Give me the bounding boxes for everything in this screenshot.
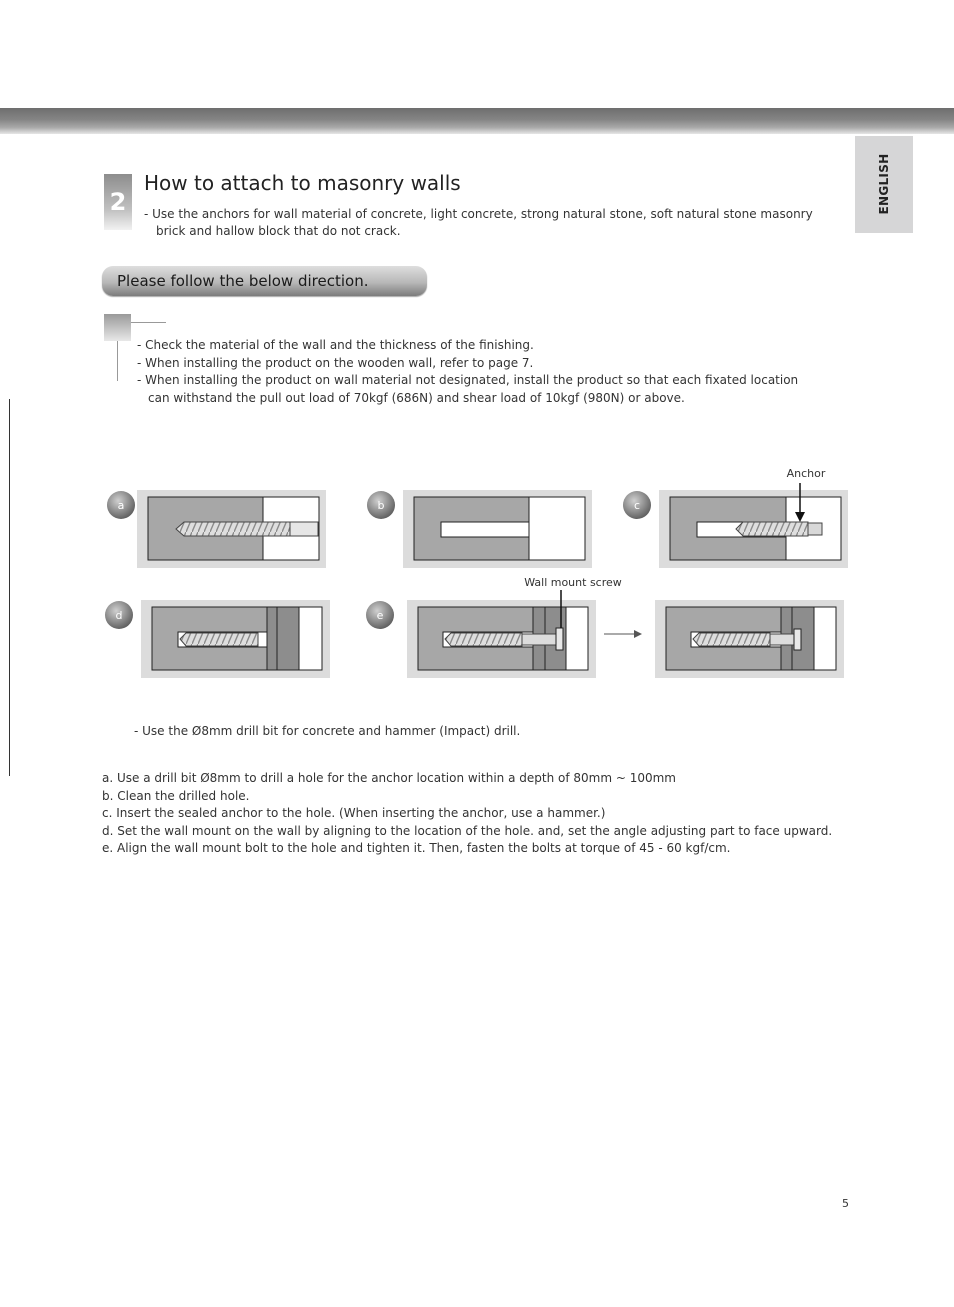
step-e: e. Align the wall mount bolt to the hole and tighten it. Then, fasten the bolts at torque of 45 - 60 kgf/cm. bbox=[102, 841, 731, 855]
step-b: b. Clean the drilled hole. bbox=[102, 788, 250, 803]
intro-line-1: - Use the anchors for wall material of concrete, light concrete, strong natural stone, soft natural stone masonry bbox=[144, 207, 813, 221]
direction-banner-label: Please follow the below direction. bbox=[117, 272, 369, 290]
section-title: How to attach to masonry walls bbox=[144, 171, 461, 195]
label-b: b bbox=[377, 499, 385, 512]
panel-a bbox=[107, 490, 326, 568]
screw-shank bbox=[522, 634, 557, 645]
drill-note: - Use the Ø8mm drill bit for concrete and hammer (Impact) drill. bbox=[134, 724, 521, 738]
step-a: a. Use a drill bit Ø8mm to drill a hole for the anchor location within a depth of 80mm ~ 100mm bbox=[102, 771, 676, 785]
instruction-steps bbox=[102, 770, 862, 858]
note-item-2: - When installing the product on the wooden wall, refer to page 7. bbox=[137, 355, 534, 370]
label-e: e bbox=[376, 609, 384, 622]
anchor-label: Anchor bbox=[786, 467, 826, 480]
label-c: c bbox=[633, 499, 641, 512]
label-a: a bbox=[117, 499, 125, 512]
page-number: 5 bbox=[842, 1197, 849, 1210]
panel-b bbox=[367, 490, 592, 568]
step-c: c. Insert the sealed anchor to the hole. (When inserting the anchor, use a hammer.) bbox=[102, 806, 606, 820]
section-number: 2 bbox=[104, 174, 132, 230]
label-d: d bbox=[115, 609, 123, 622]
intro-line-2: brick and hallow block that do not crack. bbox=[156, 224, 401, 238]
language-tab-label: ENGLISH bbox=[877, 153, 891, 215]
panel-c bbox=[623, 467, 848, 568]
anchor-sleeve bbox=[736, 522, 822, 536]
panel-e bbox=[366, 576, 622, 678]
panel-d bbox=[105, 600, 330, 678]
note-item-3: - When installing the product on wall material not designated, install the product so that each fixated location bbox=[137, 373, 799, 387]
anchor-in-hole bbox=[178, 632, 267, 647]
sequence-arrow bbox=[604, 630, 642, 638]
note-item-1: - Check the material of the wall and the thickness of the finishing. bbox=[137, 338, 534, 352]
step-d: d. Set the wall mount on the wall by aligning to the location of the hole. and, set the angle adjusting part to face upward. bbox=[102, 823, 833, 838]
screw-label: Wall mount screw bbox=[524, 576, 622, 589]
note-item-3-continued: can withstand the pull out load of 70kgf (686N) and shear load of 10kgf (980N) or above. bbox=[148, 390, 685, 405]
panel-e-result bbox=[655, 600, 844, 678]
screw-head bbox=[556, 628, 563, 650]
drill-bit bbox=[176, 522, 318, 536]
